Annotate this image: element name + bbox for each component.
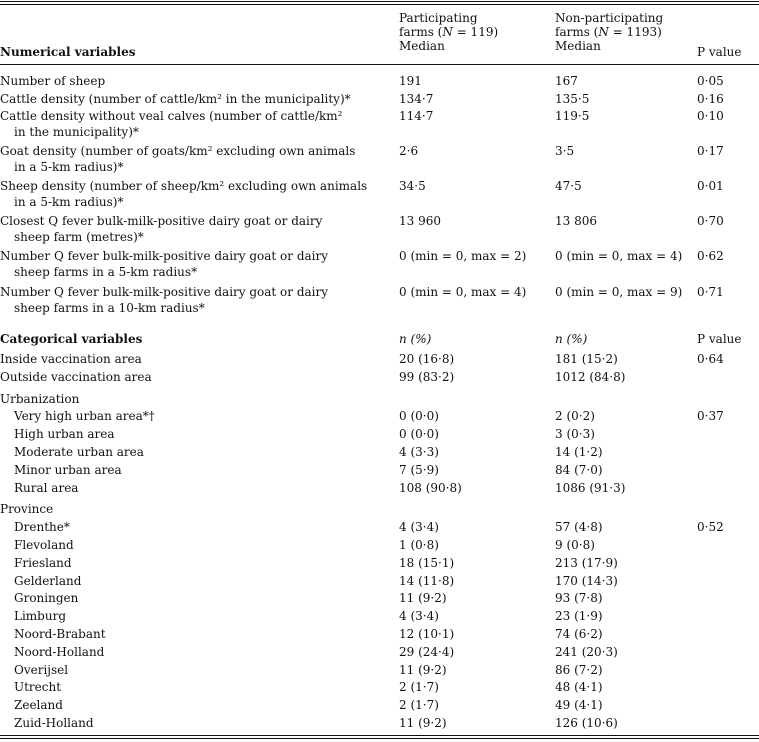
- numerical-row-label-continued: in a 5-km radius)*: [14, 160, 124, 174]
- participating-median: 0 (min = 0, max = 2): [399, 249, 527, 263]
- urbanization-title: Urbanization: [0, 391, 80, 406]
- nonparticipating-median: 13 806: [555, 214, 597, 228]
- participating-median: 13 960: [399, 214, 441, 228]
- nonparticipating-median: 167: [555, 74, 578, 88]
- top-rule-second: [0, 4, 759, 5]
- header-participating-stat: Median: [399, 39, 445, 53]
- header-nonparticipating-line2: farms (N = 1193): [555, 25, 662, 39]
- numerical-row-label: Cattle density without veal calves (number of cattle/km²: [0, 109, 343, 123]
- numerical-row-label: Closest Q fever bulk-milk-positive dairy goat or dairy: [0, 214, 323, 228]
- urbanization-row-label: Minor urban area: [14, 462, 122, 477]
- participating-median: 2·6: [399, 144, 419, 158]
- header-nonparticipating-stat: Median: [555, 39, 601, 53]
- province-row-label: Gelderland: [14, 573, 82, 588]
- p-value: 0·71: [697, 285, 724, 299]
- participating-median: 134·7: [399, 92, 434, 106]
- numerical-row-label-continued: in a 5-km radius)*: [14, 195, 124, 209]
- bottom-rule-second: [0, 738, 759, 739]
- nonparticipating-count: 170 (14·3): [555, 573, 618, 588]
- vaccination-row-label: Inside vaccination area: [0, 352, 142, 366]
- p-value: 0·01: [697, 179, 724, 193]
- p-value: 0·17: [697, 144, 724, 158]
- participating-median: 191: [399, 74, 422, 88]
- nonparticipating-count: 241 (20·3): [555, 644, 618, 659]
- header-numerical-variables: Numerical variables: [0, 45, 136, 59]
- nonparticipating-median: 0 (min = 0, max = 4): [555, 249, 683, 263]
- participating-count: 2 (1·7): [399, 680, 439, 695]
- nonparticipating-count: 9 (0·8): [555, 538, 595, 552]
- numerical-row-label: Cattle density (number of cattle/km² in the municipality)*: [0, 92, 351, 106]
- numerical-row-label: Number of sheep: [0, 74, 106, 88]
- header-rule: [0, 64, 759, 65]
- numerical-row-label: Number Q fever bulk-milk-positive dairy goat or dairy: [0, 285, 329, 299]
- participating-count: 4 (3·4): [399, 520, 439, 535]
- province-row-label: Noord-Brabant: [14, 627, 106, 641]
- participating-count: 0 (0·0): [399, 427, 439, 442]
- p-value: 0·64: [697, 352, 724, 366]
- bottom-rule: [0, 735, 759, 736]
- p-value: 0·62: [697, 249, 724, 263]
- urbanization-row-label: High urban area: [14, 427, 115, 442]
- header-categorical-p-value: P value: [697, 332, 742, 346]
- urbanization-row-label: Rural area: [14, 480, 79, 495]
- nonparticipating-median: 119·5: [555, 109, 590, 123]
- numerical-row-label: Goat density (number of goats/km² excluding own animals: [0, 144, 356, 158]
- province-row-label: Drenthe*: [14, 520, 70, 535]
- participating-count: 99 (83·2): [399, 369, 455, 384]
- province-row-label: Noord-Holland: [14, 644, 105, 659]
- province-row-label: Zuid-Holland: [14, 716, 94, 730]
- participating-count: 11 (9·2): [399, 716, 447, 730]
- vaccination-row-label: Outside vaccination area: [0, 369, 152, 384]
- nonparticipating-count: 1012 (84·8): [555, 369, 626, 384]
- participating-count: 11 (9·2): [399, 662, 447, 677]
- header-p-value: P value: [697, 45, 742, 59]
- nonparticipating-median: 0 (min = 0, max = 9): [555, 285, 683, 299]
- participating-count: 14 (11·8): [399, 573, 455, 588]
- header-participating-line1: Participating: [399, 11, 478, 25]
- urbanization-row-label: Moderate urban area: [14, 445, 144, 459]
- participating-count: 1 (0·8): [399, 538, 439, 552]
- participating-count: 2 (1·7): [399, 698, 439, 713]
- participating-median: 0 (min = 0, max = 4): [399, 285, 527, 299]
- province-row-label: Overijsel: [14, 662, 69, 677]
- participating-count: 0 (0·0): [399, 409, 439, 424]
- p-value: 0·37: [697, 409, 724, 424]
- nonparticipating-count: 86 (7·2): [555, 662, 603, 677]
- province-row-label: Friesland: [14, 555, 72, 570]
- nonparticipating-median: 135·5: [555, 92, 590, 106]
- nonparticipating-count: 3 (0·3): [555, 427, 595, 442]
- numerical-row-label-continued: in the municipality)*: [14, 125, 139, 139]
- nonparticipating-count: 2 (0·2): [555, 409, 595, 424]
- nonparticipating-count: 48 (4·1): [555, 680, 603, 695]
- participating-count: 12 (10·1): [399, 627, 455, 641]
- nonparticipating-count: 14 (1·2): [555, 445, 603, 459]
- nonparticipating-median: 3·5: [555, 144, 575, 158]
- participating-count: 29 (24·4): [399, 644, 455, 659]
- province-title: Province: [0, 502, 54, 517]
- nonparticipating-count: 126 (10·6): [555, 716, 618, 730]
- province-row-label: Utrecht: [14, 680, 62, 695]
- nonparticipating-count: 74 (6·2): [555, 627, 603, 641]
- province-row-label: Limburg: [14, 609, 67, 624]
- nonparticipating-count: 57 (4·8): [555, 520, 603, 535]
- nonparticipating-count: 84 (7·0): [555, 462, 603, 477]
- numerical-row-label-continued: sheep farms in a 10-km radius*: [14, 301, 205, 315]
- participating-count: 11 (9·2): [399, 591, 447, 606]
- nonparticipating-count: 23 (1·9): [555, 609, 603, 624]
- participating-median: 34·5: [399, 179, 426, 193]
- header-categorical-n-participating: n (%): [399, 332, 432, 346]
- province-row-label: Zeeland: [14, 698, 63, 713]
- province-row-label: Groningen: [14, 591, 79, 606]
- participating-count: 7 (5·9): [399, 462, 439, 477]
- urbanization-row-label: Very high urban area*†: [14, 409, 155, 424]
- nonparticipating-count: 1086 (91·3): [555, 480, 626, 495]
- nonparticipating-count: 213 (17·9): [555, 555, 618, 570]
- header-participating-line2: farms (N = 119): [399, 25, 499, 39]
- participating-count: 18 (15·1): [399, 555, 455, 570]
- header-nonparticipating-line1: Non-participating: [555, 11, 664, 25]
- nonparticipating-count: 49 (4·1): [555, 698, 603, 713]
- participating-median: 114·7: [399, 109, 434, 123]
- p-value: 0·52: [697, 520, 724, 535]
- participating-count: 4 (3·3): [399, 445, 439, 459]
- province-row-label: Flevoland: [14, 538, 74, 552]
- participating-count: 108 (90·8): [399, 480, 462, 495]
- nonparticipating-count: 181 (15·2): [555, 352, 618, 366]
- participating-count: 4 (3·4): [399, 609, 439, 624]
- numerical-row-label: Sheep density (number of sheep/km² excluding own animals: [0, 179, 368, 193]
- p-value: 0·10: [697, 109, 724, 123]
- participating-count: 20 (16·8): [399, 352, 455, 366]
- numerical-row-label: Number Q fever bulk-milk-positive dairy goat or dairy: [0, 249, 329, 263]
- numerical-row-label-continued: sheep farm (metres)*: [14, 230, 144, 244]
- nonparticipating-count: 93 (7·8): [555, 591, 603, 606]
- p-value: 0·70: [697, 214, 724, 228]
- header-categorical-variables: Categorical variables: [0, 332, 143, 346]
- p-value: 0·16: [697, 92, 724, 106]
- nonparticipating-median: 47·5: [555, 179, 582, 193]
- header-categorical-n-nonparticipating: n (%): [555, 332, 588, 346]
- top-rule: [0, 1, 759, 2]
- p-value: 0·05: [697, 74, 724, 88]
- numerical-row-label-continued: sheep farms in a 5-km radius*: [14, 265, 198, 279]
